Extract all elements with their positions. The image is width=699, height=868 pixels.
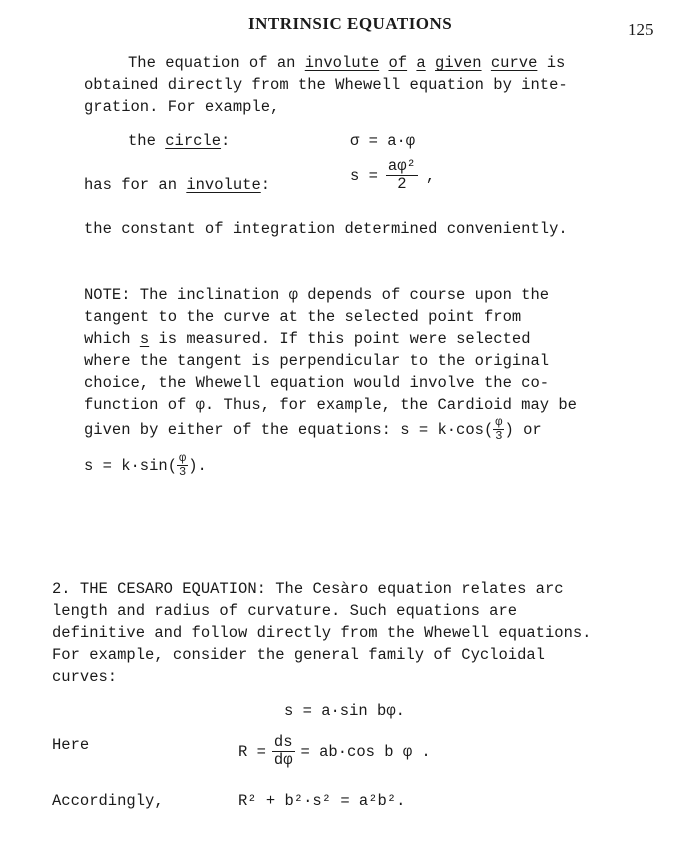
sin-fraction-denominator: 3 bbox=[179, 465, 187, 480]
sin-fraction-numerator: φ bbox=[179, 451, 187, 465]
page-title: INTRINSIC EQUATIONS bbox=[248, 14, 453, 33]
involute-text-end: is bbox=[546, 54, 566, 72]
cos-fraction bbox=[493, 416, 504, 443]
involute-label bbox=[84, 174, 270, 196]
underlined-given: given bbox=[435, 54, 482, 72]
here-label: Here bbox=[52, 736, 90, 754]
underlined-involute-2: involute bbox=[186, 176, 261, 194]
cos-fraction-numerator: φ bbox=[495, 415, 503, 429]
underlined-circle: circle bbox=[165, 132, 222, 150]
involute-equation bbox=[350, 158, 435, 193]
cesaro-equation-1: s = a·sin bφ. bbox=[284, 702, 405, 720]
involute-line-2: obtained directly from the Whewell equation by inte- bbox=[84, 76, 568, 94]
ds-dphi-denominator: dφ bbox=[273, 751, 293, 770]
cesaro-line-5: curves: bbox=[52, 668, 118, 686]
note-line-8-post: ). bbox=[188, 456, 207, 475]
cos-fraction-denominator: 3 bbox=[495, 429, 503, 444]
page-number: 125 bbox=[628, 20, 654, 39]
involute-pre: has for an bbox=[84, 176, 178, 194]
cesaro-eq2-lhs: R = bbox=[238, 742, 266, 761]
note-line-3 bbox=[84, 328, 531, 350]
underlined-of: of bbox=[388, 54, 408, 72]
accordingly-label: Accordingly, bbox=[52, 792, 164, 810]
involute-eq-lhs: s = bbox=[350, 166, 378, 185]
underlined-a: a bbox=[416, 54, 426, 72]
note-line-3-post: is measured. If this point were selected bbox=[158, 330, 531, 348]
underlined-involute: involute bbox=[304, 54, 380, 72]
note-line-2: tangent to the curve at the selected point from bbox=[84, 308, 522, 326]
underlined-curve: curve bbox=[490, 54, 538, 72]
note-line-1: NOTE: The inclination φ depends of course upon the bbox=[84, 286, 550, 304]
involute-fraction bbox=[386, 158, 418, 193]
cesaro-eq2-rhs: = ab·cos b φ . bbox=[300, 742, 431, 761]
cesaro-line-2: length and radius of curvature. Such equations are bbox=[52, 602, 518, 620]
note-line-6: function of φ. Thus, for example, the Cardioid may be bbox=[84, 396, 577, 414]
involute-fraction-denominator: 2 bbox=[397, 175, 407, 194]
cesaro-line-4: For example, consider the general family of Cycloidal bbox=[52, 646, 545, 664]
cesaro-line-1: 2. THE CESARO EQUATION: The Cesàro equation relates arc bbox=[52, 580, 564, 598]
involute-text: The equation of an bbox=[128, 54, 296, 72]
note-line-8 bbox=[84, 452, 207, 479]
circle-equation: σ = a·φ bbox=[350, 132, 416, 150]
constant-line: the constant of integration determined conveniently. bbox=[84, 220, 568, 238]
note-line-5: choice, the Whewell equation would involve the co- bbox=[84, 374, 550, 392]
ds-dphi-fraction bbox=[272, 734, 295, 769]
circle-label bbox=[128, 130, 230, 152]
note-line-4: where the tangent is perpendicular to the original bbox=[84, 352, 550, 370]
note-line-8-pre: s = k·sin( bbox=[84, 456, 178, 475]
involute-colon: : bbox=[260, 176, 271, 194]
note-line-7 bbox=[84, 416, 542, 443]
note-line-7-post: ) or bbox=[504, 420, 542, 439]
sin-fraction bbox=[177, 452, 188, 479]
ds-dphi-numerator: ds bbox=[273, 733, 293, 751]
involute-eq-comma: , bbox=[425, 166, 436, 185]
involute-fraction-numerator: aφ² bbox=[387, 157, 416, 175]
cesaro-line-3: definitive and follow directly from the Whewell equations. bbox=[52, 624, 592, 642]
circle-colon: : bbox=[221, 132, 231, 150]
underlined-s: s bbox=[139, 330, 150, 348]
involute-line-1 bbox=[128, 52, 565, 74]
cesaro-equation-2 bbox=[238, 734, 431, 769]
involute-line-3: gration. For example, bbox=[84, 98, 280, 116]
note-line-7-pre: given by either of the equations: s = k·cos( bbox=[84, 420, 494, 439]
circle-pre: the bbox=[128, 132, 156, 150]
note-line-3-pre: which bbox=[84, 330, 131, 348]
cesaro-equation-3: R² + b²·s² = a²b². bbox=[238, 792, 406, 810]
